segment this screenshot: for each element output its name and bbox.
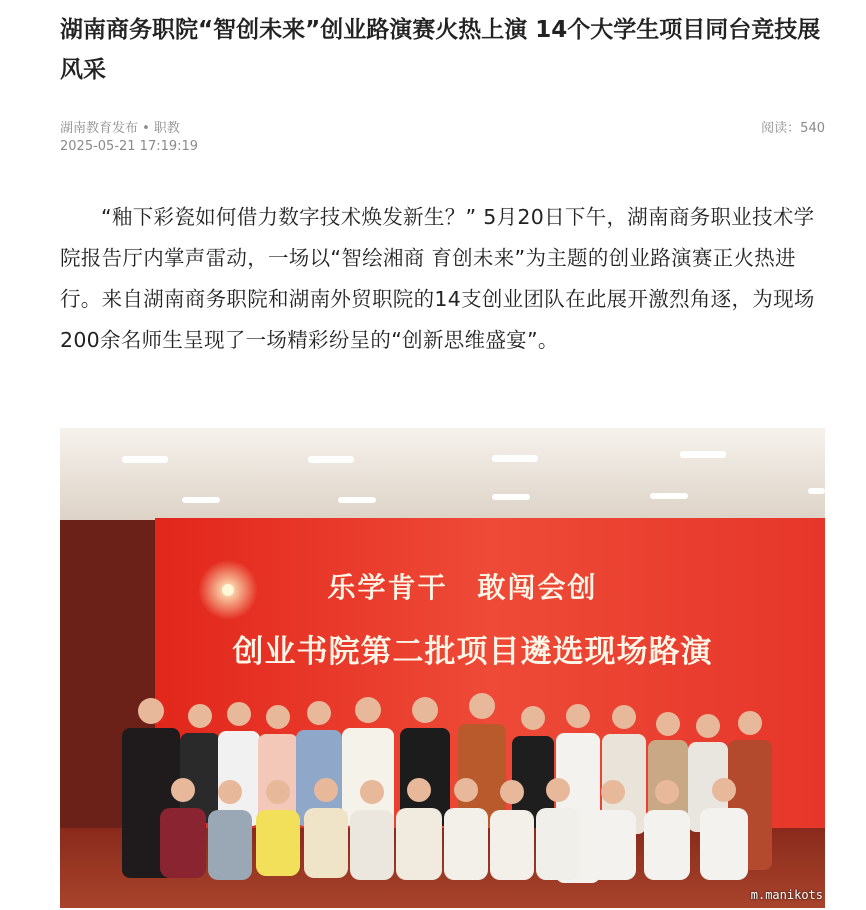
article-photo[interactable] — [60, 428, 825, 908]
photo-watermark: m.manikots — [750, 888, 823, 902]
article-title: 湖南商务职院“智创未来”创业路演赛火热上演 14个大学生项目同台竞技展风采 — [60, 17, 821, 83]
article-source[interactable]: 湖南教育发布 • 职教 — [60, 121, 180, 136]
banner-line-2: 创业书院第二批项目遴选现场路演 — [232, 634, 713, 670]
read-count: 阅读：540 — [761, 121, 825, 136]
banner-line-1: 乐学肯干 敢闯会创 — [327, 571, 598, 604]
article-paragraph: “釉下彩瓷如何借力数字技术焕发新生？” 5月20日下午，湖南商务职业技术学院报告厅内掌声雷动，一场以“智绘湘商 育创未来”为主题的创业路演赛正火热进行。来自湖南商务职院和湖南外贸职院的14支创业团队在此展开激烈角逐，为现场200余名师生呈现了一场精彩纷呈的“创新思维盛宴”。 — [60, 205, 815, 352]
publish-time: 2025-05-21 17:19:19 — [60, 139, 199, 154]
